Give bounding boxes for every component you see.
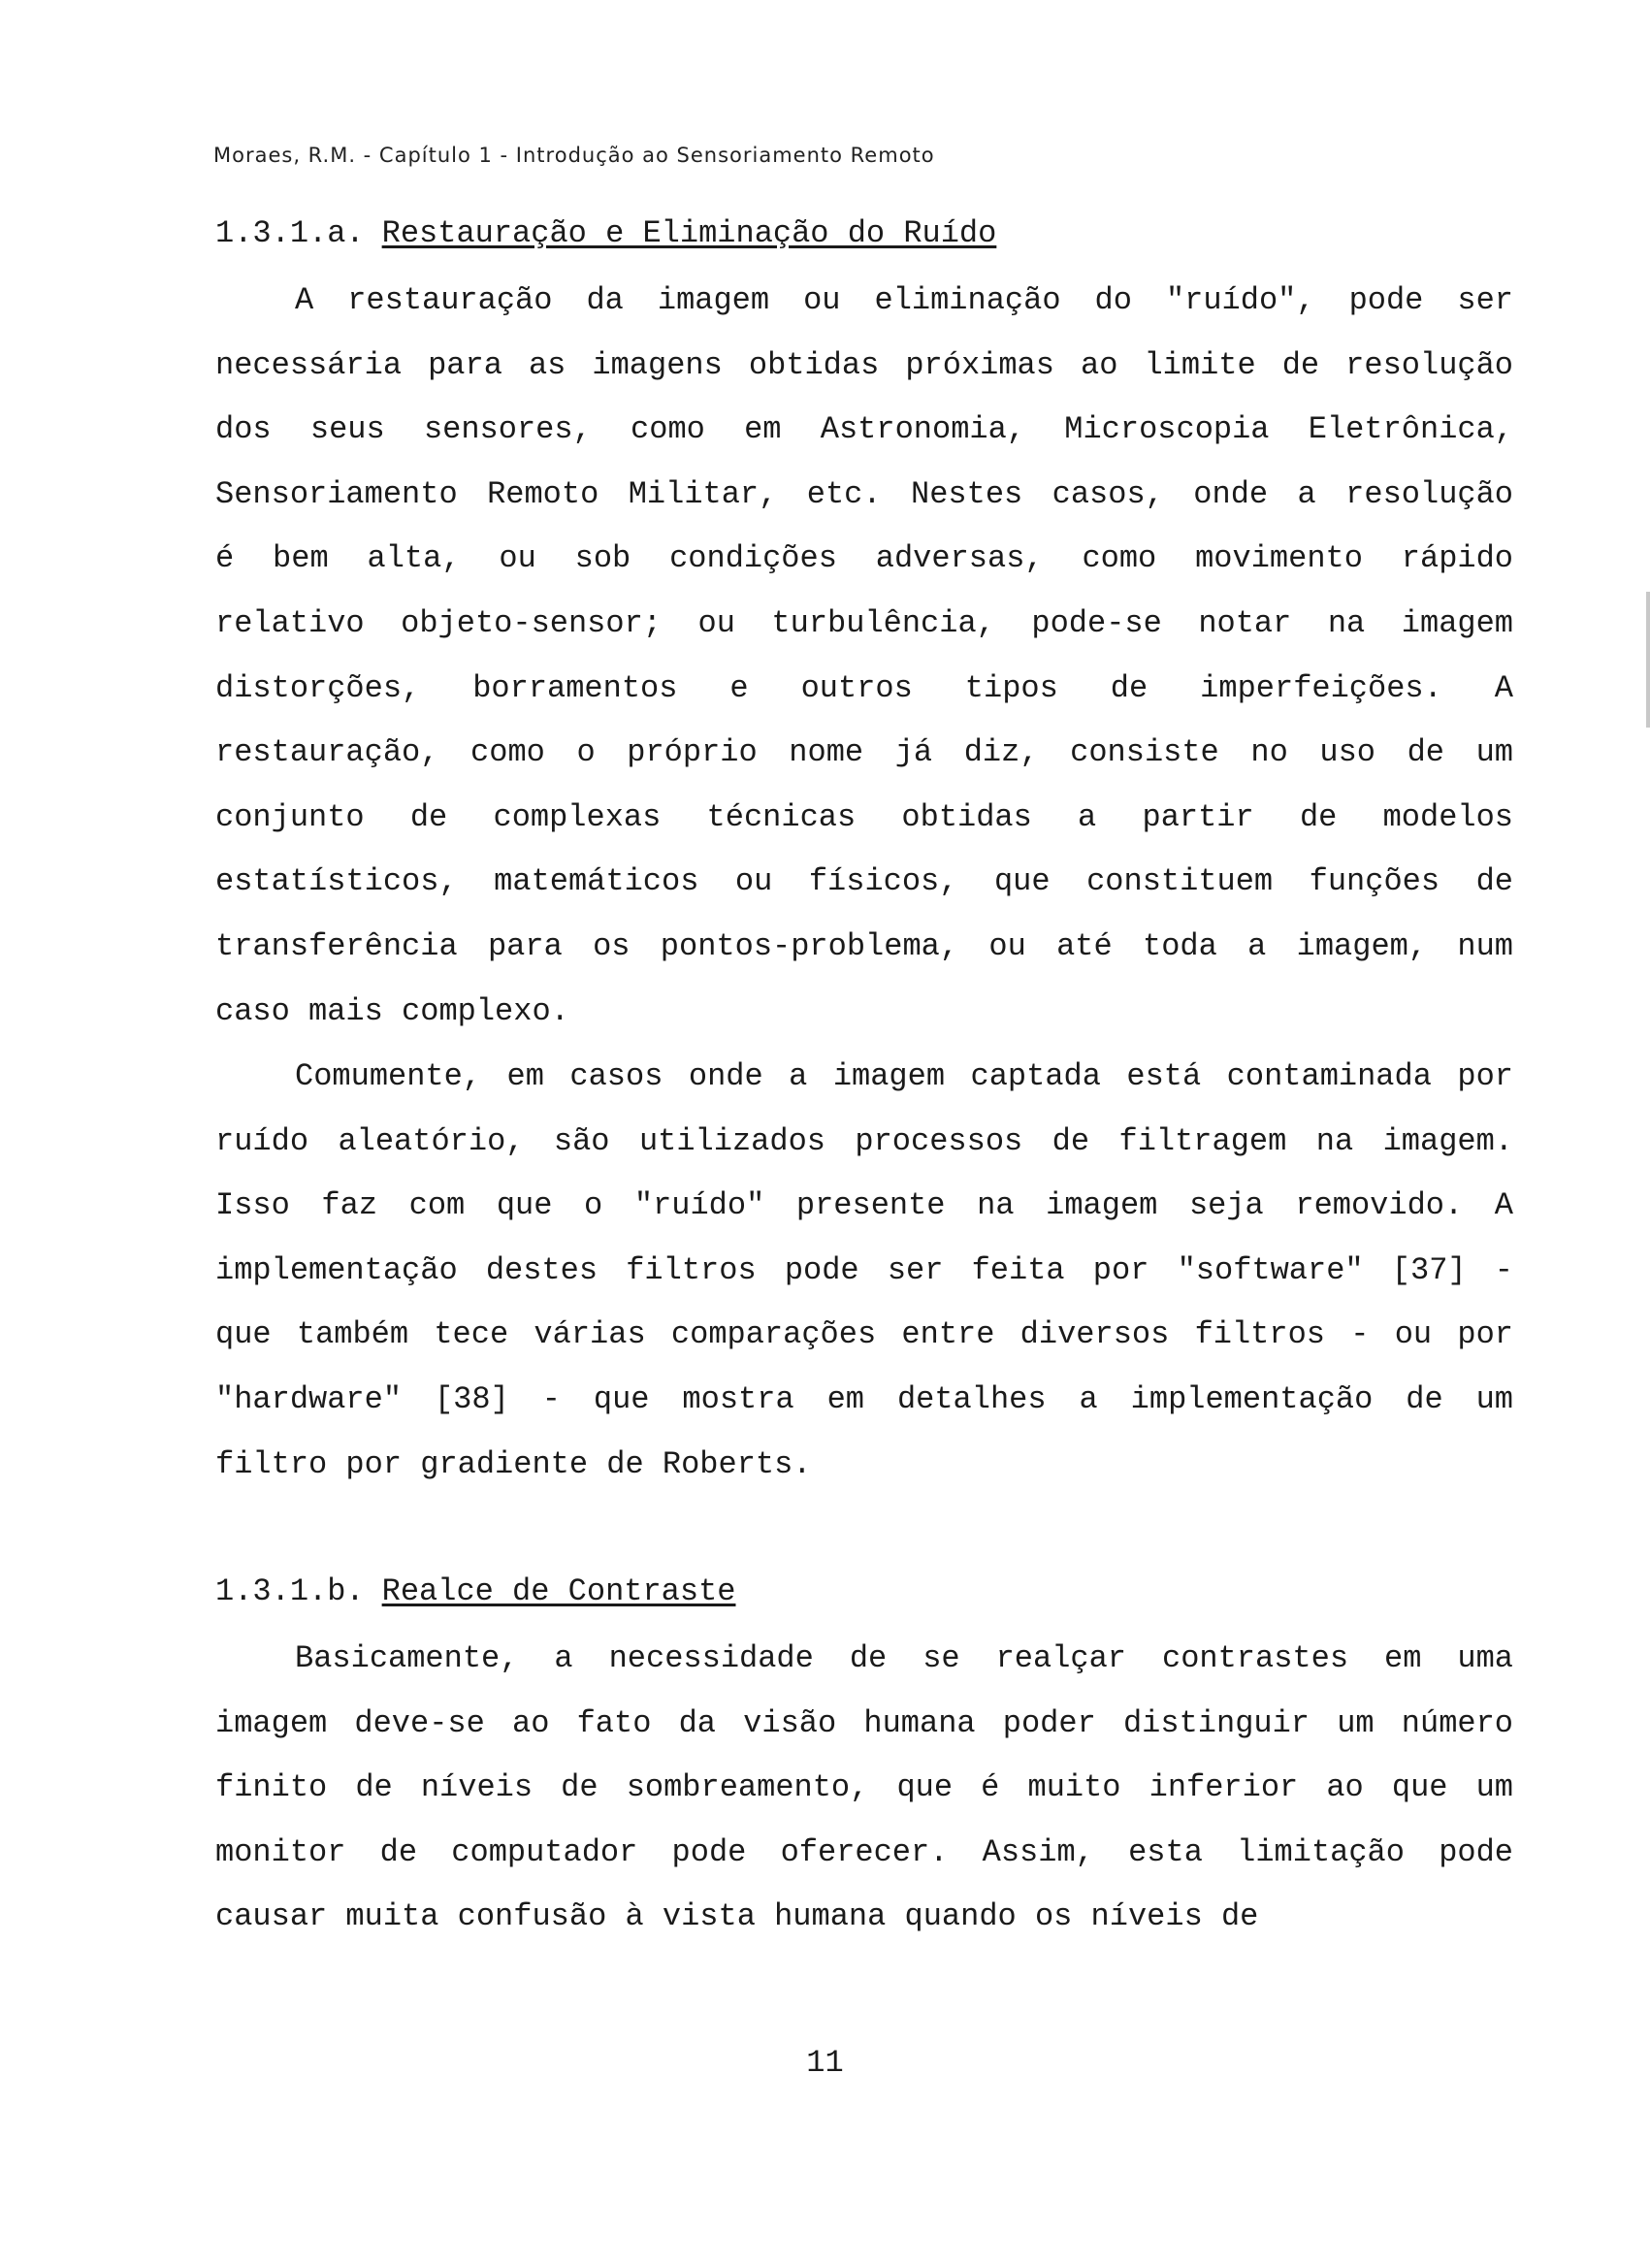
- text-line: caso mais complexo.: [215, 992, 569, 1029]
- page-number: 11: [806, 2045, 844, 2081]
- text-line: finito de níveis de sombreamento, que é muito inferior ao que um: [215, 1769, 1513, 1806]
- text-line: "hardware" [38] - que mostra em detalhes a implementação de um: [215, 1381, 1513, 1417]
- scan-edge-mark: [1646, 592, 1650, 728]
- text-line: conjunto de complexas técnicas obtidas a partir de modelos: [215, 798, 1513, 835]
- section-number-b: 1.3.1.b.: [215, 1573, 365, 1609]
- text-line: implementação destes filtros pode ser feita por "software" [37] -: [215, 1251, 1513, 1288]
- section-heading-b: [215, 1573, 735, 1609]
- text-line: relativo objeto-sensor; ou turbulência, pode-se notar na imagem: [215, 605, 1513, 641]
- text-line: estatísticos, matemáticos ou físicos, que constituem funções de: [215, 863, 1513, 900]
- text-line: distorções, borramentos e outros tipos de imperfeições. A: [215, 669, 1513, 706]
- section-heading-a: [215, 215, 996, 251]
- text-line: A restauração da imagem ou eliminação do "ruído", pode ser: [295, 282, 1513, 318]
- text-line: causar muita confusão à vista humana quando os níveis de: [215, 1898, 1259, 1935]
- text-line: dos seus sensores, como em Astronomia, Microscopia Eletrônica,: [215, 411, 1513, 448]
- text-line: restauração, como o próprio nome já diz, consiste no uso de um: [215, 734, 1513, 771]
- text-line: Isso faz com que o "ruído" presente na imagem seja removido. A: [215, 1187, 1513, 1224]
- text-line: necessária para as imagens obtidas próximas ao limite de resolução: [215, 346, 1513, 383]
- section-number-a: 1.3.1.a.: [215, 215, 365, 251]
- running-header: Moraes, R.M. - Capítulo 1 - Introdução ao Sensoriamento Remoto: [213, 144, 935, 167]
- text-line: é bem alta, ou sob condições adversas, como movimento rápido: [215, 540, 1513, 577]
- text-line: imagem deve-se ao fato da visão humana poder distinguir um número: [215, 1704, 1513, 1741]
- text-line: Sensoriamento Remoto Militar, etc. Nestes casos, onde a resolução: [215, 475, 1513, 512]
- text-line: ruído aleatório, são utilizados processos de filtragem na imagem.: [215, 1122, 1513, 1159]
- text-line: Comumente, em casos onde a imagem captada está contaminada por: [295, 1058, 1513, 1094]
- text-line: que também tece várias comparações entre diversos filtros - ou por: [215, 1316, 1513, 1353]
- text-line: transferência para os pontos-problema, ou até toda a imagem, num: [215, 928, 1513, 964]
- text-line: Basicamente, a necessidade de se realçar contrastes em uma: [295, 1640, 1513, 1676]
- text-line: monitor de computador pode oferecer. Assim, esta limitação pode: [215, 1833, 1513, 1870]
- section-title-a: Restauração e Eliminação do Ruído: [381, 215, 997, 251]
- text-line: filtro por gradiente de Roberts.: [215, 1445, 812, 1482]
- section-title-b: Realce de Contraste: [381, 1573, 736, 1609]
